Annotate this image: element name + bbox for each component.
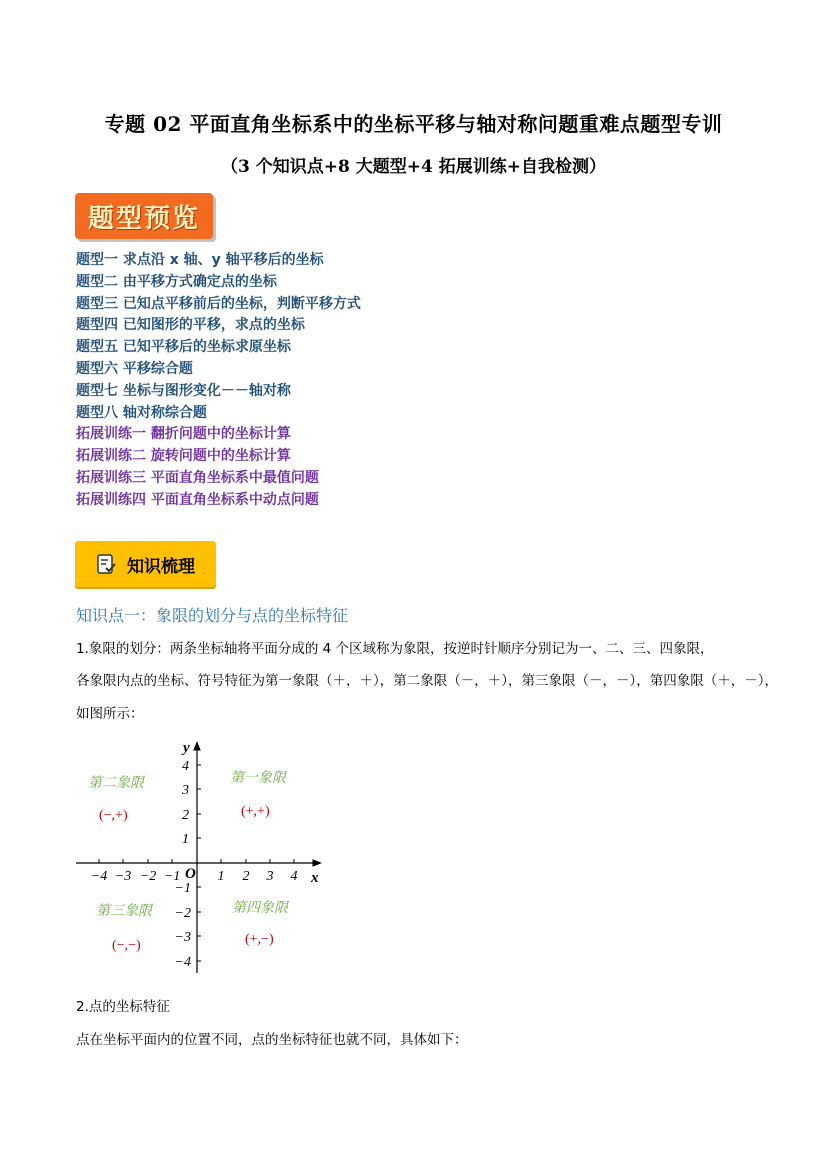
knowledge-point-heading: 知识点一：象限的划分与点的坐标特征 <box>76 606 349 625</box>
document-title: 专题 02 平面直角坐标系中的坐标平移与轴对称问题重难点题型专训 <box>104 112 723 136</box>
type-item: 题型四 已知图形的平移，求点的坐标 <box>76 317 305 334</box>
knowledge-badge <box>75 541 216 587</box>
extension-item: 拓展训练四 平面直角坐标系中动点问题 <box>76 491 319 508</box>
question-type-list <box>76 250 361 512</box>
y-tick-label: −2 <box>174 906 191 921</box>
quadrant-4-name: 第四象限 <box>232 900 288 916</box>
quadrant-1-name: 第一象限 <box>230 770 286 786</box>
x-tick-label: 3 <box>266 869 274 884</box>
x-tick-label: −3 <box>114 869 132 884</box>
x-tick-label: −1 <box>163 869 181 884</box>
y-axis-label: y <box>183 740 190 756</box>
x-tick-label: 4 <box>290 869 298 884</box>
x-tick-label: −2 <box>139 869 157 884</box>
type-item: 题型六 平移综合题 <box>76 360 193 377</box>
knowledge-badge-label: 知识梳理 <box>127 556 195 577</box>
y-tick-label: −3 <box>174 930 191 945</box>
type-item: 题型二 由平移方式确定点的坐标 <box>76 273 277 290</box>
paragraph-line: 1.象限的划分：两条坐标轴将平面分成的 4 个区域称为象限，按逆时针顺序分别记为一、二、三、四象限， <box>76 641 714 657</box>
y-tick-label: 3 <box>182 783 189 798</box>
extension-item: 拓展训练三 平面直角坐标系中最值问题 <box>76 469 319 486</box>
type-item: 题型七 坐标与图形变化－－轴对称 <box>76 382 291 399</box>
x-tick-label: 1 <box>217 869 225 884</box>
y-tick-label: 2 <box>182 808 189 823</box>
origin-label: O <box>185 866 196 882</box>
y-tick-label: −1 <box>174 881 191 896</box>
type-item: 题型八 轴对称综合题 <box>76 404 207 421</box>
paragraph-line: 如图所示： <box>76 706 144 722</box>
type-item: 题型三 已知点平移前后的坐标，判断平移方式 <box>76 295 361 312</box>
paragraph-line: 点在坐标平面内的位置不同，点的坐标特征也就不同，具体如下： <box>76 1032 468 1048</box>
paragraph-line: 各象限内点的坐标、符号特征为第一象限（＋，＋），第二象限（－，＋），第三象限（－，－），第四象限（＋，－）， <box>76 673 778 689</box>
checklist-icon <box>95 553 117 575</box>
x-axis-label: x <box>311 870 319 886</box>
y-tick-label: −4 <box>174 955 191 970</box>
section-heading: 2.点的坐标特征 <box>76 999 170 1015</box>
quadrant-3-sign: (−,−) <box>112 938 141 953</box>
quadrant-4-sign: (+,−) <box>245 932 274 947</box>
quadrant-2-name: 第二象限 <box>88 775 144 791</box>
y-tick-label: 1 <box>182 832 189 847</box>
extension-item: 拓展训练二 旋转问题中的坐标计算 <box>76 448 291 465</box>
type-item: 题型一 求点沿 x 轴、y 轴平移后的坐标 <box>76 252 324 268</box>
type-item: 题型五 已知平移后的坐标求原坐标 <box>76 339 291 356</box>
y-tick-label: 4 <box>182 759 189 774</box>
quadrant-diagram <box>70 735 340 980</box>
quadrant-2-sign: (−,+) <box>99 808 128 823</box>
x-tick-label: −4 <box>90 869 108 884</box>
quadrant-1-sign: (+,+) <box>241 804 270 819</box>
x-tick-label: 2 <box>242 869 250 884</box>
extension-item: 拓展训练一 翻折问题中的坐标计算 <box>76 426 291 443</box>
preview-badge: 题型预览 <box>75 193 213 239</box>
quadrant-3-name: 第三象限 <box>96 903 152 919</box>
document-subtitle: （3 个知识点+8 大题型+4 拓展训练+自我检测） <box>221 157 606 177</box>
